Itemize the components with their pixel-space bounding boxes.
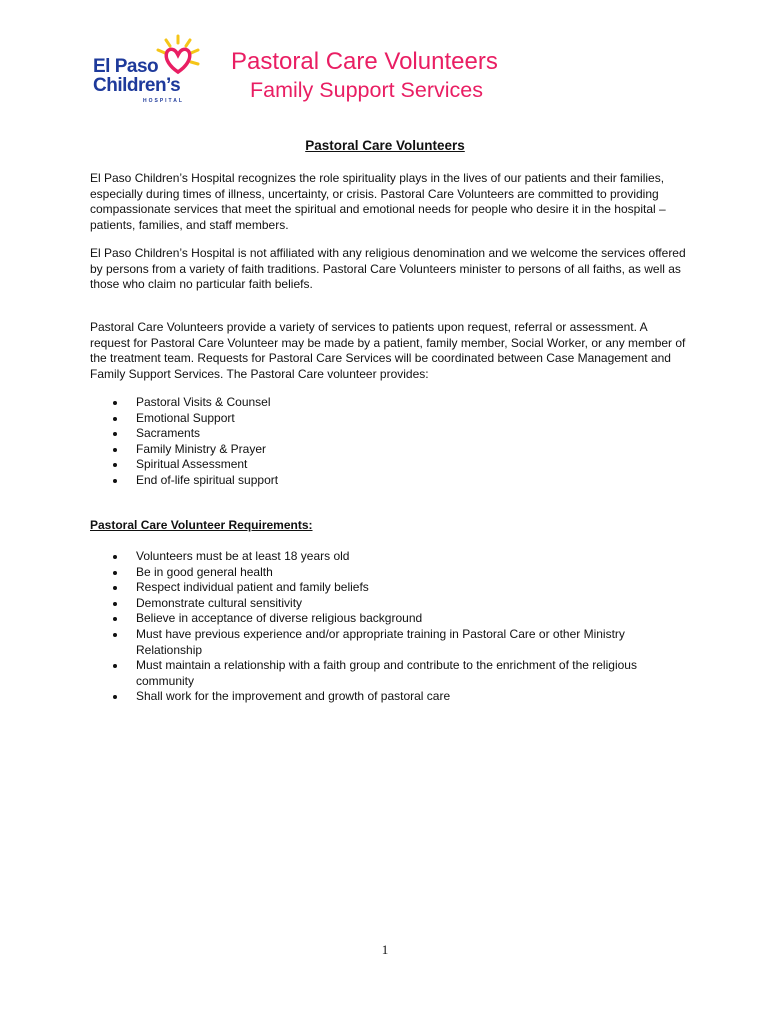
header-title: Pastoral Care Volunteers [231,48,498,75]
list-item: Spiritual Assessment [90,457,690,473]
list-item: Be in good general health [90,565,690,581]
hospital-logo [90,34,210,104]
list-item: Pastoral Visits & Counsel [90,395,690,411]
list-item: Must have previous experience and/or appropriate training in Pastoral Care or other Ministry Relationship [90,627,690,658]
list-item: Believe in acceptance of diverse religious background [90,611,690,627]
list-item: Volunteers must be at least 18 years old [90,549,690,565]
logo-text-line3: HOSPITAL [143,98,184,104]
list-item: Demonstrate cultural sensitivity [90,596,690,612]
list-item: Must maintain a relationship with a faith group and contribute to the enrichment of the religious community [90,658,690,689]
list-item: Respect individual patient and family beliefs [90,580,690,596]
page-number: 1 [381,942,389,957]
affiliation-paragraph: El Paso Children’s Hospital is not affiliated with any religious denomination and we welcome the services offered by persons from a variety of faith traditions. Pastoral Care Volunteers minister to persons of all faiths, as well as those who claim no particular faith beliefs. [90,246,686,291]
services-paragraph: Pastoral Care Volunteers provide a variety of services to patients upon request, referral or assessment. A request for Pastoral Care Volunteer may be made by a patient, family member, Social Worker, or any member of the treatment team. Requests for Pastoral Care Services will be coordinated between Case Management and Family Support Services. The Pastoral Care volunteer provides: [90,320,686,381]
header-subtitle: Family Support Services [250,78,483,102]
list-item: Emotional Support [90,411,690,427]
list-item: Sacraments [90,426,690,442]
services-list [90,395,690,489]
list-item: Shall work for the improvement and growth of pastoral care [90,689,690,705]
requirements-title: Pastoral Care Volunteer Requirements: [90,518,313,532]
list-item: End of-life spiritual support [90,473,690,489]
intro-paragraph: El Paso Children’s Hospital recognizes the role spirituality plays in the lives of our patients and their families, especially during times of illness, uncertainty, or crisis. Pastoral Care Volunteers are committed to providing compassionate services that meet the spiritual and emotional needs for people who desire it in the hospital – patients, families, and staff members. [90,171,666,232]
logo-text-line2: Children’s [93,75,181,96]
section-title: Pastoral Care Volunteers [305,138,465,153]
requirements-list [90,549,690,705]
logo-text-line1: El Paso [93,56,159,77]
list-item: Family Ministry & Prayer [90,442,690,458]
